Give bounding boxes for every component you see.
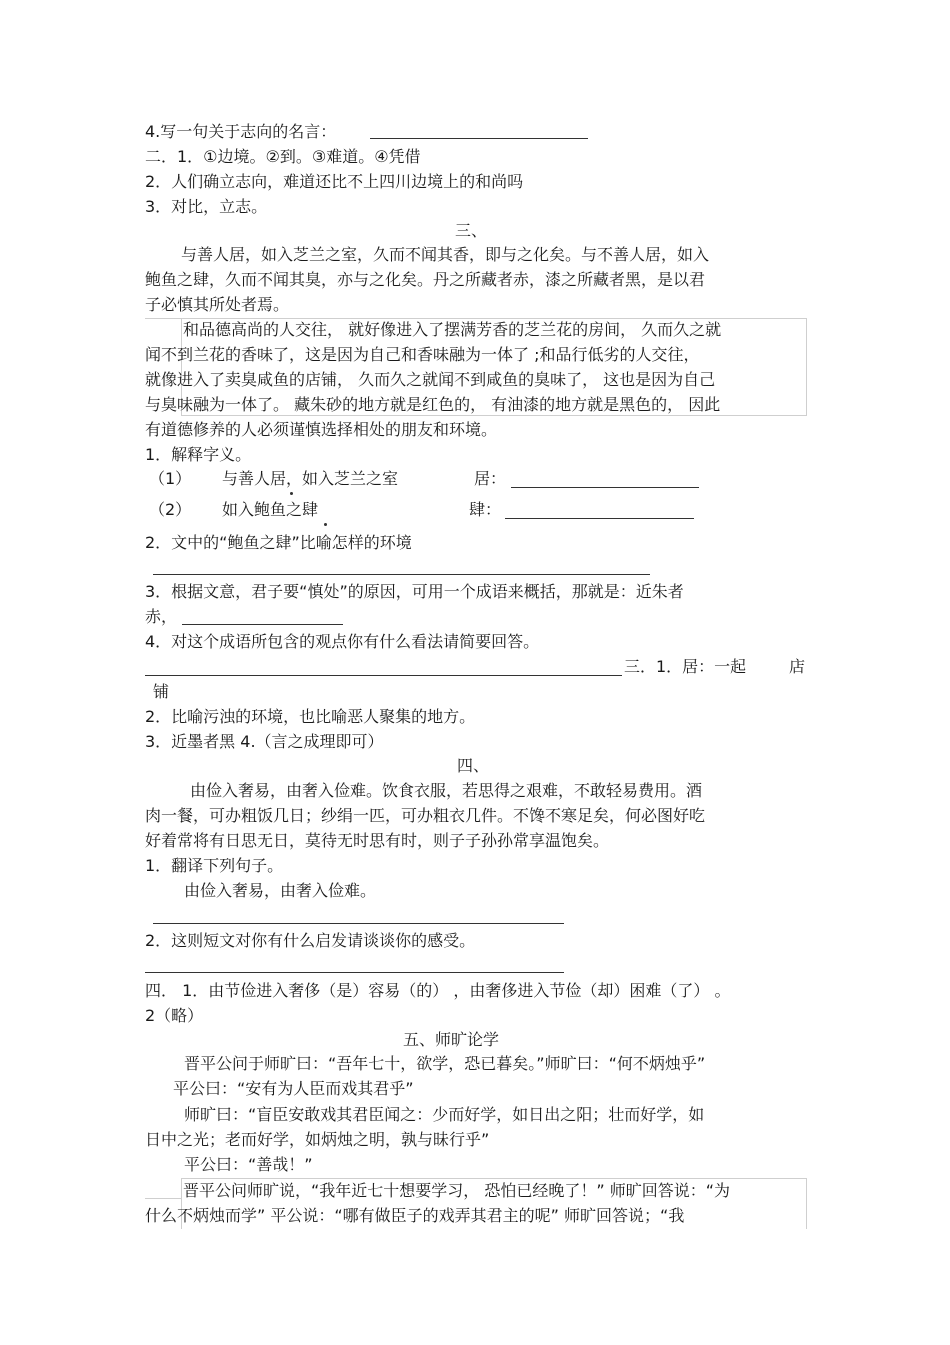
translation-line: 晋平公问师旷说，“我年近七十想要学习， 恐怕已经晚了！” 师旷回答说：“为 [183, 1181, 731, 1200]
answer-line: 3．对比，立志。 [145, 197, 268, 216]
translation-line: 就像进入了卖臭咸鱼的店铺， 久而久之就闻不到咸鱼的臭味了， 这也是因为自己 [145, 370, 716, 389]
answer-key: 2．比喻污浊的环境，也比喻恶人聚集的地方。 [145, 707, 476, 726]
passage-line: 日中之光；老而好学，如炳烛之明，孰与昧行乎” [145, 1130, 490, 1149]
question-1: 1．解释字义。 [145, 445, 252, 464]
answer-key: 2（略） [145, 1006, 204, 1025]
q1-item-num: （1） [149, 469, 192, 488]
passage-line: 鲍鱼之肆，久而不闻其臭，亦与之化矣。丹之所藏者赤，漆之所藏者黑，是以君 [145, 270, 706, 289]
passage-line: 平公曰：“善哉！” [184, 1155, 313, 1174]
answer-blank[interactable] [505, 518, 694, 519]
answer-line: 二．1．①边境。②到。③难道。④凭借 [145, 147, 421, 166]
translation-line: 有道德修养的人必须谨慎选择相处的朋友和环境。 [145, 420, 498, 439]
answer-blank[interactable] [182, 624, 343, 625]
answer-key: 3．近墨者黑 4.（言之成理即可） [145, 732, 384, 751]
answer-line: 2．人们确立志向，难道还比不上四川边境上的和尚吗 [145, 172, 524, 191]
passage-line: 子必慎其所处者焉。 [145, 295, 290, 314]
answer-key: 铺 [153, 682, 170, 701]
box-tick [145, 1198, 181, 1199]
q1-item-key: 肆： [469, 500, 502, 519]
answer-blank[interactable] [511, 487, 699, 488]
passage-line: 肉一餐，可办粗饭几日；纱绢一匹，可办粗衣几件。不馋不寒足矣，何必图好吃 [145, 806, 706, 825]
answer-key: 三．1．居：一起 [624, 657, 747, 676]
q1-item-num: （2） [149, 500, 192, 519]
question-4: 4．对这个成语所包含的观点你有什么看法请简要回答。 [145, 632, 540, 651]
section-heading: 三、 [455, 221, 488, 240]
answer-key: 店 [789, 657, 806, 676]
translation-line: 和品德高尚的人交往， 就好像进入了摆满芳香的芝兰花的房间， 久而久之就 [183, 320, 722, 339]
box-tick [145, 318, 181, 319]
q4-prompt: 4.写一句关于志向的名言： [145, 122, 337, 141]
translation-line: 闻不到兰花的香味了，这是因为自己和香味融为一体了 ;和品行低劣的人交往， [145, 345, 700, 364]
answer-blank[interactable] [153, 574, 650, 575]
section-heading: 四、 [457, 756, 490, 775]
question-1: 1．翻译下列句子。 [145, 856, 284, 875]
passage-line: 与善人居，如入芝兰之室，久而不闻其香，即与之化矣。与不善人居，如入 [181, 245, 710, 264]
answer-blank[interactable] [370, 138, 588, 139]
answer-blank[interactable] [145, 972, 564, 973]
question-2: 2．文中的“鲍鱼之肆”比喻怎样的环境 [145, 533, 412, 552]
answer-blank[interactable] [145, 675, 622, 676]
section-heading: 五、师旷论学 [403, 1030, 500, 1049]
emphasis-dot [290, 492, 293, 495]
passage-line: 晋平公问于师旷曰：“吾年七十，欲学，恐已暮矣。”师旷曰：“何不炳烛乎” [184, 1054, 706, 1073]
passage-line: 由俭入奢易，由奢入俭难。饮食衣服，若思得之艰难，不敢轻易费用。酒 [190, 781, 703, 800]
q1-item-text: 与善人居，如入芝兰之室 [222, 469, 399, 488]
translation-line: 什么不炳烛而学” 平公说：“哪有做臣子的戏弄其君主的呢” 师旷回答说；“我 [145, 1206, 685, 1225]
translation-line: 与臭味融为一体了。 藏朱砂的地方就是红色的， 有油漆的地方就是黑色的， 因此 [145, 395, 721, 414]
passage-line: 好着常将有日思无日，莫待无时思有时，则子子孙孙常享温饱矣。 [145, 831, 610, 850]
emphasis-dot [324, 523, 327, 526]
q1-item-key: 居： [474, 469, 507, 488]
q1-item-text: 如入鲍鱼之肆 [222, 500, 319, 519]
answer-key: 四． 1．由节俭进入奢侈（是）容易（的） ，由奢侈进入节俭（却）困难（了） 。 [145, 981, 731, 1000]
question-3: 3．根据文意，君子要“慎处”的原因，可用一个成语来概括，那就是：近朱者 [145, 582, 684, 601]
question-2: 2．这则短文对你有什么启发请谈谈你的感受。 [145, 931, 476, 950]
q1-sentence: 由俭入奢易，由奢入俭难。 [184, 881, 377, 900]
question-3-cont: 赤， [145, 607, 178, 626]
passage-line: 师旷曰：“盲臣安敢戏其君臣闻之：少而好学，如日出之阳；壮而好学，如 [184, 1105, 705, 1124]
answer-blank[interactable] [153, 923, 564, 924]
passage-line: 平公曰：“安有为人臣而戏其君乎” [173, 1079, 414, 1098]
